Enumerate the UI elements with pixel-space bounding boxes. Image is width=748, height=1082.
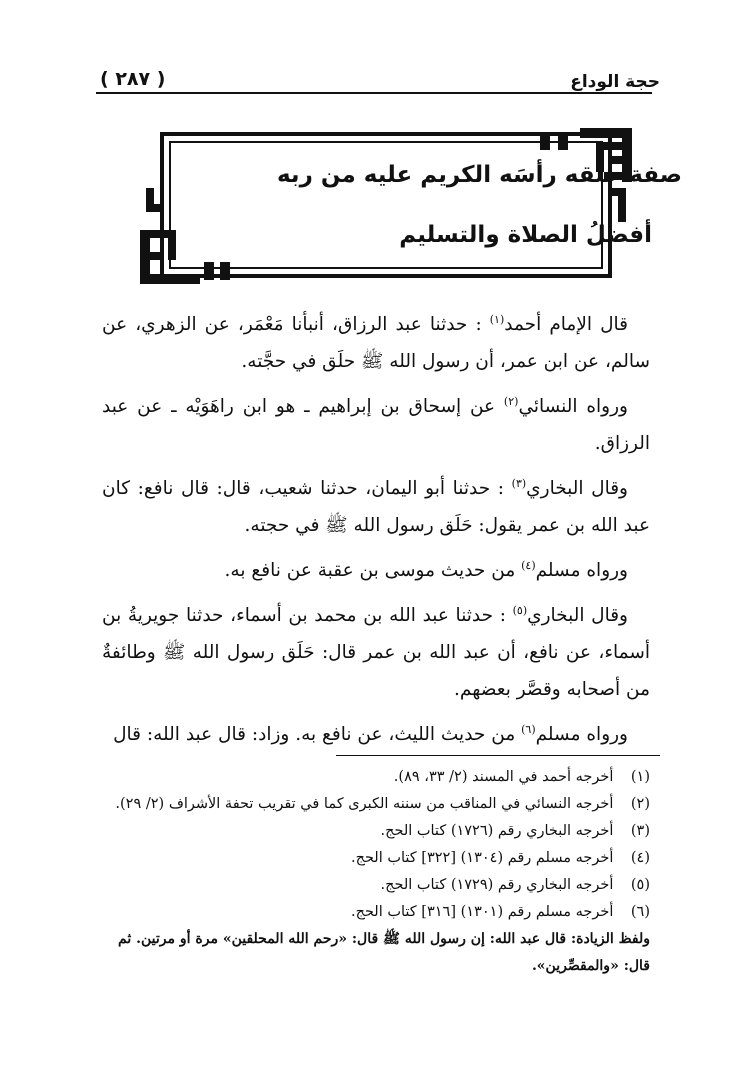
paragraph [102,597,650,708]
paragraph-text: من حديث موسى بن عقبة عن نافع به. [224,560,522,581]
footnote-number: (٥) [630,877,650,893]
footnote-text: أخرجه النسائي في المناقب من سننه الكبرى كما في تقريب تحفة الأشراف (٢/ ٢٩). [115,796,614,812]
footnote-text: أخرجه البخاري رقم (١٧٢٩) كتاب الحج. [380,877,614,893]
paragraph [102,552,650,589]
paragraph [102,306,650,380]
paragraph-text: قال الإمام أحمد [504,314,629,335]
chapter-title-line2: أفضلُ الصلاة والتسليم [399,222,652,248]
footnote [102,764,650,791]
footnote-number: (٢) [630,796,650,812]
footnote-marker: (٦) [521,722,536,736]
footnote-addendum: ولفظ الزيادة: قال عبد الله: إن رسول الله ﷺ قال: «رحم الله المحلقين» مرة أو مرتين. ثم قال: «والمقصِّرين». [118,931,650,974]
footnote-marker: (١) [489,312,505,326]
chapter-ornament-frame [140,128,632,284]
page-number: ( ٢٨٧ ) [100,68,166,90]
footnote-marker: (٣) [511,476,527,490]
running-title: حجة الوداع [570,72,660,92]
body-text [102,306,650,761]
chapter-title-line1: صفة حلْقه رأسَه الكريم عليه من ربه [276,162,682,188]
paragraph-text: عن إسحاق بن إبراهيم ـ هو ابن راهَوَيْه ـ عن عبد الرزاق. [102,396,650,454]
footnote-number: (٤) [630,850,650,866]
footnote-text: أخرجه مسلم رقم (١٣٠١) [٣١٦] كتاب الحج. [350,904,614,920]
paragraph-text: : حدثنا عبد الرزاق، أنبأنا مَعْمَر، عن الزهري، عن سالم، عن ابن عمر، أن رسول الله ﷺ حلَق في حجَّته. [102,314,650,372]
footnote [102,791,650,818]
footnote-marker: (٤) [521,558,536,572]
paragraph-text: وقال البخاري [526,478,628,499]
header-rule [96,92,652,94]
kufic-border-ornament [140,128,632,284]
footnote-number: (٦) [630,904,650,920]
paragraph-text: وقال البخاري [527,605,628,626]
footnotes [102,764,650,980]
paragraph-text: من حديث الليث، عن نافع به. وزاد: قال عبد الله: قال [113,724,522,745]
footnote-text: أخرجه مسلم رقم (١٣٠٤) [٣٢٢] كتاب الحج. [350,850,614,866]
footnote-text: أخرجه أحمد في المسند (٢/ ٣٣، ٨٩). [393,769,614,785]
paragraph-text: ورواه مسلم [535,560,628,581]
footnote [102,845,650,872]
paragraph-text: : حدثنا عبد الله بن محمد بن أسماء، حدثنا جويريةُ بن أسماء، عن نافع، أن عبد الله بن عمر قال: حَلَق رسول الله ﷺ وطائفةٌ من أصحابه وقصَّر بعضهم. [102,605,650,700]
paragraph-text: ورواه النسائي [518,396,628,417]
footnote [102,899,650,926]
footnote-separator [336,755,660,756]
paragraph [102,388,650,462]
footnote-marker: (٢) [503,394,519,408]
paragraph-text: : حدثنا أبو اليمان، حدثنا شعيب، قال: قال نافع: كان عبد الله بن عمر يقول: حَلَق رسول الله ﷺ في حجته. [102,478,650,536]
paragraph [102,716,650,753]
footnote [102,818,650,845]
footnote-number: (١) [630,769,650,785]
footnote-marker: (٥) [512,603,528,617]
footnote [102,872,650,899]
paragraph [102,470,650,544]
footnote-text: أخرجه البخاري رقم (١٧٢٦) كتاب الحج. [380,823,614,839]
footnote-number: (٣) [630,823,650,839]
paragraph-text: ورواه مسلم [535,724,628,745]
